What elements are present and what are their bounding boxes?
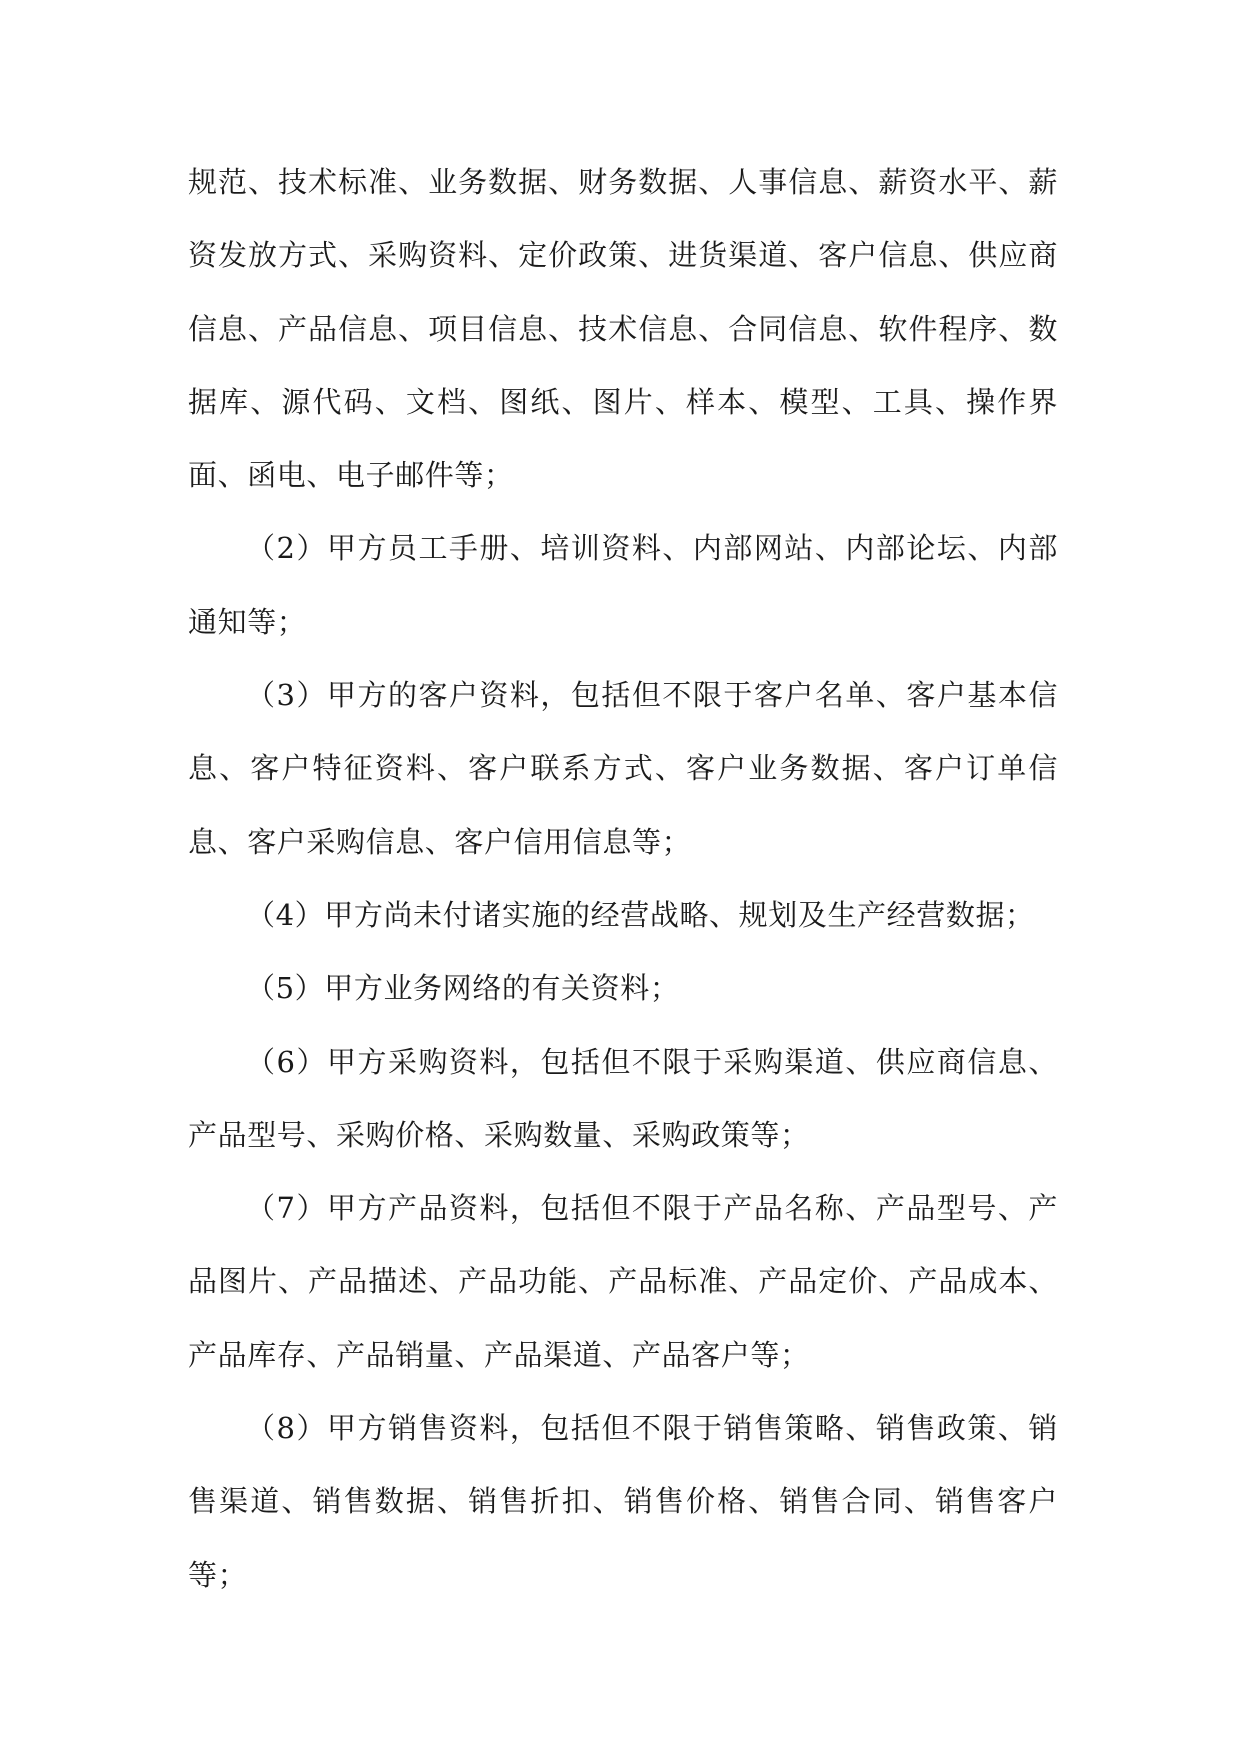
paragraph-item-6: （6）甲方采购资料，包括但不限于采购渠道、供应商信息、产品型号、采购价格、采购数量、采购政策等； <box>188 1044 1058 1152</box>
paragraph-continuation: 规范、技术标准、业务数据、财务数据、人事信息、薪资水平、薪资发放方式、采购资料、定价政策、进货渠道、客户信息、供应商信息、产品信息、项目信息、技术信息、合同信息、软件程序、数据库、源代码、文档、图纸、图片、样本、模型、工具、操作界面、函电、电子邮件等； <box>188 165 1058 493</box>
paragraph-item-8: （8）甲方销售资料，包括但不限于销售策略、销售政策、销售渠道、销售数据、销售折扣、销售价格、销售合同、销售客户等； <box>188 1411 1058 1592</box>
paragraph-item-4: （4）甲方尚未付诸实施的经营战略、规划及生产经营数据； <box>246 897 1035 932</box>
paragraph-item-3: （3）甲方的客户资料，包括但不限于客户名单、客户基本信息、客户特征资料、客户联系方式、客户业务数据、客户订单信息、客户采购信息、客户信用信息等； <box>188 678 1058 859</box>
paragraph-item-5: （5）甲方业务网络的有关资料； <box>246 971 680 1006</box>
paragraph-item-7: （7）甲方产品资料，包括但不限于产品名称、产品型号、产品图片、产品描述、产品功能、产品标准、产品定价、产品成本、产品库存、产品销量、产品渠道、产品客户等； <box>188 1191 1058 1372</box>
document-body <box>188 146 1058 1612</box>
paragraph-item-2: （2）甲方员工手册、培训资料、内部网站、内部论坛、内部通知等； <box>188 531 1058 639</box>
